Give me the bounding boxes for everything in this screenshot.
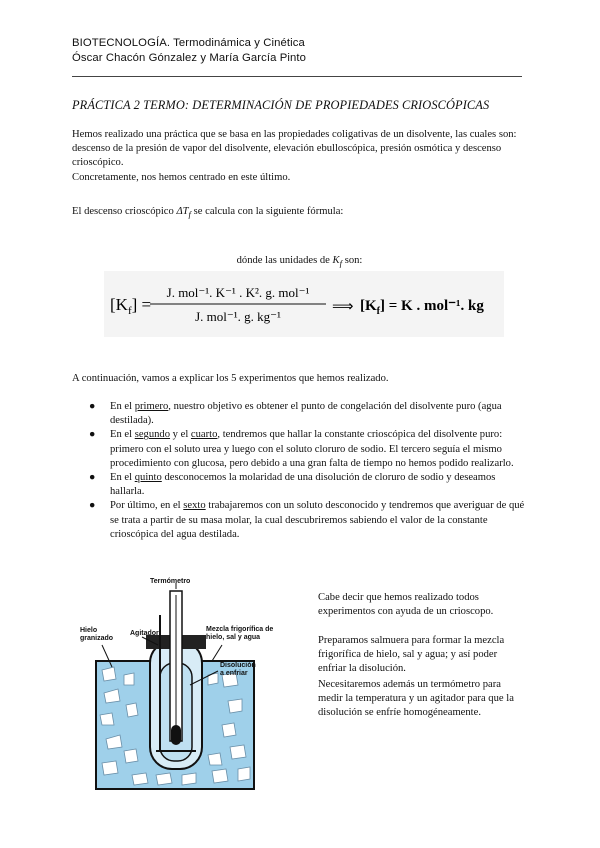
intro-focus: Concretamente, nos hemos centrado en este último. xyxy=(72,172,291,183)
header-subject: BIOTECNOLOGÍA. Termodinámica y Cinética xyxy=(72,37,305,49)
label-stirrer: Agitador xyxy=(130,630,159,637)
list-item: ● En el primero, nuestro objetivo es obtener el punto de congelación del disolvente puro (agua destilada). xyxy=(89,401,502,427)
label-solution: Disolución a enfriar xyxy=(220,662,256,677)
delta-tf-symbol: $\Delta T_f$ xyxy=(176,206,191,220)
formula-numerator: J. mol⁻¹. K⁻¹ . K². g. mol⁻¹ xyxy=(166,285,310,300)
formula-intro: El descenso crioscópico $\Delta T_f$ se calcula con la siguiente fórmula: xyxy=(72,206,344,220)
label-ice: Hielo granizado xyxy=(80,627,114,642)
cryoscope-diagram xyxy=(72,575,282,795)
list-item: ● En el segundo y el cuarto, tendremos que hallar la constante crioscópica del disolvente puro: primero con el soluto urea y luego con el soluto cloruro de sodio. El tercero seguía el mismo procedimiento con glucosa, pero debido a una gran falta de tiempo no hemos podido realizarlo. xyxy=(89,429,514,469)
label-thermometer: Termómetro xyxy=(150,578,191,585)
implies-arrow: ⟹ xyxy=(332,297,354,315)
label-mixture: Mezcla frigorífica de hielo, sal y agua xyxy=(206,626,274,641)
cryoscope-figure xyxy=(72,575,282,795)
intro-paragraph: Hemos realizado una práctica que se basa en las propiedades coligativas de un disolvente, las cuales son: descenso de la presión de vapor del disolvente, elevación ebulloscópica, presión osmótica y descenso crioscópico. xyxy=(72,129,517,169)
kf-symbol: $K_f$ xyxy=(332,255,343,269)
list-item: ● En el quinto desconocemos la molaridad de una disolución de cloruro de sodio y deseamos hallarla. xyxy=(89,472,496,498)
header-divider xyxy=(72,76,522,77)
experiments-list xyxy=(86,400,526,542)
side-text-thermometer: Necesitaremos además un termómetro para medir la temperatura y un agitador para que la disolución se enfríe homogéneamente. xyxy=(318,679,514,719)
units-line: dónde las unidades de $K_f$ son: xyxy=(236,255,363,269)
bullet-icon: ● xyxy=(89,429,96,441)
header-authors: Óscar Chacón Gónzalez y María García Pinto xyxy=(72,52,306,64)
experiments-intro: A continuación, vamos a explicar los 5 experimentos que hemos realizado. xyxy=(72,373,389,384)
page-title: PRÁCTICA 2 TERMO: DETERMINACIÓN DE PROPIEDADES CRIOSCÓPICAS xyxy=(72,98,490,112)
list-item: ● Por último, en el sexto trabajaremos con un soluto desconocido y tendremos que averiguar de qué se trata a partir de su masa molar, la cual descubriremos sabiendo el valor de la constante crioscópica del agua destilada. xyxy=(89,500,525,540)
side-text-brine: Preparamos salmuera para formar la mezcla frigorífica de hielo, sal y agua; y así poder enfriar la disolución. xyxy=(318,635,505,675)
bullet-icon: ● xyxy=(89,500,96,512)
bullet-icon: ● xyxy=(89,472,96,484)
bullet-icon: ● xyxy=(89,401,96,412)
formula-lhs: $[K_f]$ = xyxy=(110,295,152,317)
formula-rhs: $[K_f] = K$ . mol⁻¹. kg xyxy=(360,298,484,317)
units-formula-graphic xyxy=(104,271,504,337)
side-text-cryoscope: Cabe decir que hemos realizado todos experimentos con ayuda de un crioscopo. xyxy=(318,592,494,618)
units-formula xyxy=(104,271,504,337)
formula-denominator: J. mol⁻¹. g. kg⁻¹ xyxy=(195,309,281,324)
